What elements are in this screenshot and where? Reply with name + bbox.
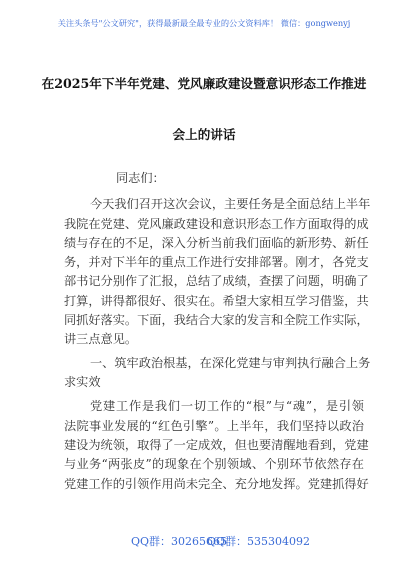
paragraph-line: 务，并对下半年的重点工作进行安排部署。刚才，各党支 bbox=[64, 255, 369, 269]
paragraph-line: 我院在党建、党风廉政建设和意识形态工作方面取得的成 bbox=[64, 217, 369, 231]
paragraph-line: 党建工作的引领作用尚未完全、充分地发挥。党建抓得好 bbox=[64, 477, 369, 491]
paragraph-line: 今天我们召开这次会议，主要任务是全面总结上半年 bbox=[90, 197, 371, 211]
section-heading-continued: 求实效 bbox=[64, 375, 101, 389]
paragraph-line: 党建工作是我们一切工作的“根”与“魂”，是引领 bbox=[90, 399, 364, 413]
paragraph-line: 打算，讲得都很好、很实在。希望大家相互学习借鉴，共 bbox=[64, 294, 369, 308]
paragraph-line: 建设为统领，取得了一定成效，但也要清醒地看到，党建 bbox=[64, 438, 369, 452]
document-title-line-1: 在2025年下半年党建、党风廉政建设暨意识形态工作推进 bbox=[41, 76, 367, 91]
header-banner: 关注头条号"公文研究"，获得最新最全最专业的公文资料库！ 微信：gongwenyj bbox=[57, 18, 351, 28]
paragraph-line: 同抓好落实。下面，我结合大家的发言和全院工作实际， bbox=[64, 313, 369, 327]
paragraph-line: 法院事业发展的“红色引擎”。上半年，我们坚持以政治 bbox=[64, 419, 364, 433]
paragraph-line: 与业务“两张皮”的现象在个别领域、个别环节依然存在 bbox=[64, 457, 364, 471]
footer-qq-group-1: QQ群：30265665 bbox=[131, 535, 228, 548]
paragraph-line: 绩与存在的不足，深入分析当前我们面临的新形势、新任 bbox=[64, 236, 369, 250]
paragraph-line: 部书记分别作了汇报，总结了成绩，查摆了问题，明确了 bbox=[64, 274, 369, 288]
salutation: 同志们： bbox=[116, 171, 165, 185]
section-heading: 一、筑牢政治根基，在深化党建与审判执行融合上务 bbox=[90, 356, 371, 370]
document-title-line-2: 会上的讲话 bbox=[172, 127, 236, 142]
footer-qq-group-2: QQ群：535304092 bbox=[207, 535, 311, 548]
paragraph-line: 讲三点意见。 bbox=[64, 332, 138, 346]
